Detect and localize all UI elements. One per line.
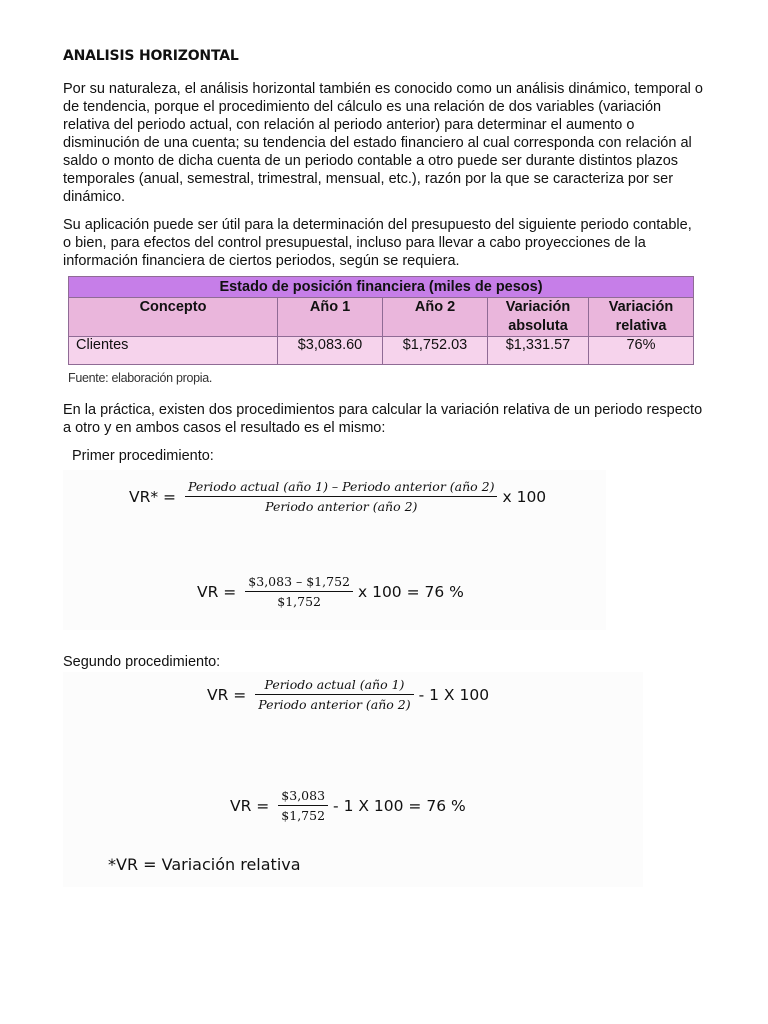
- second-procedure-label: Segundo procedimiento:: [63, 654, 221, 670]
- table-header-variacion-absoluta: Variación absoluta: [488, 298, 589, 337]
- formula-vr-general: [125, 479, 546, 514]
- formula-denominator: $1,752: [281, 808, 326, 823]
- formula-tail: x 100: [502, 487, 547, 506]
- financial-table-wrapper: [68, 276, 694, 365]
- formula-tail: x 100 = 76 %: [357, 582, 464, 601]
- formula-numerator: Periodo actual (año 1): [264, 677, 405, 692]
- fraction-bar: [185, 496, 497, 497]
- fraction-bar: [245, 591, 353, 592]
- formula-denominator: Periodo anterior (año 2): [258, 697, 411, 712]
- formula-numerator: $3,083 – $1,752: [248, 574, 350, 589]
- table-cell-variacion-relativa: 76%: [589, 337, 694, 365]
- formula-fraction: [255, 677, 413, 712]
- formula-vr-example-2: [226, 788, 466, 823]
- table-cell-ano1: $3,083.60: [278, 337, 383, 365]
- formula-lhs: VR* =: [129, 487, 177, 506]
- paragraph-application: Su aplicación puede ser útil para la determinación del presupuesto del siguiente periodo contable, o bien, para efectos del control presupuestal, incluso para llevar a cabo proyecciones de la información financiera de ciertos periodos, según se requiera.: [63, 217, 692, 269]
- table-cell-concepto: Clientes: [69, 337, 278, 365]
- formula-vr-example-1: [193, 574, 464, 609]
- formula-tail: - 1 X 100 = 76 %: [333, 796, 466, 815]
- table-source-note: Fuente: elaboración propia.: [68, 371, 213, 385]
- formula-lhs: VR =: [230, 796, 270, 815]
- table-header-ano1: Año 1: [278, 298, 383, 337]
- fraction-bar: [255, 694, 413, 695]
- paragraph-intro: Por su naturaleza, el análisis horizontal también es conocido como un análisis dinámico, temporal o de tendencia, porque el procedimiento del cálculo es una relación de dos variables (variación relativa del periodo actual, con relación al periodo anterior) para determinar el aumento o disminución de una cuenta; su tendencia del estado financiero al cual corresponda con relación al saldo o monto de dicha cuenta de un periodo contable a otro puede ser durante distintos plazos temporales (anual, semestral, trimestral, mensual, etc.), razón por la que se caracteriza por ser dinámico.: [63, 81, 703, 205]
- formula-numerator: Periodo actual (año 1) – Periodo anterior (año 2): [188, 479, 495, 494]
- table-cell-ano2: $1,752.03: [383, 337, 488, 365]
- formula-fraction: [278, 788, 328, 823]
- table-header-row: [69, 298, 694, 337]
- table-row: [69, 337, 694, 365]
- paragraph-procedures: En la práctica, existen dos procedimientos para calcular la variación relativa de un periodo respecto a otro y en ambos casos el resultado es el mismo:: [63, 402, 703, 436]
- vr-definition-note: *VR = Variación relativa: [108, 855, 301, 874]
- first-procedure-label: Primer procedimiento:: [72, 448, 214, 464]
- table-title: Estado de posición financiera (miles de pesos): [69, 277, 694, 298]
- formula-denominator: $1,752: [277, 594, 322, 609]
- table-header-concepto: Concepto: [69, 298, 278, 337]
- financial-position-table: [68, 276, 694, 365]
- formula-tail: - 1 X 100: [418, 685, 490, 704]
- formula-numerator: $3,083: [281, 788, 326, 803]
- formula-fraction: [185, 479, 497, 514]
- fraction-bar: [278, 805, 328, 806]
- formula-fraction: [245, 574, 353, 609]
- document-heading: ANALISIS HORIZONTAL: [63, 48, 239, 64]
- table-header-ano2: Año 2: [383, 298, 488, 337]
- table-header-variacion-relativa: Variación relativa: [589, 298, 694, 337]
- formula-lhs: VR =: [207, 685, 247, 704]
- table-cell-variacion-absoluta: $1,331.57: [488, 337, 589, 365]
- formula-vr-ratio: [203, 677, 489, 712]
- formula-lhs: VR =: [197, 582, 237, 601]
- formula-denominator: Periodo anterior (año 2): [265, 499, 418, 514]
